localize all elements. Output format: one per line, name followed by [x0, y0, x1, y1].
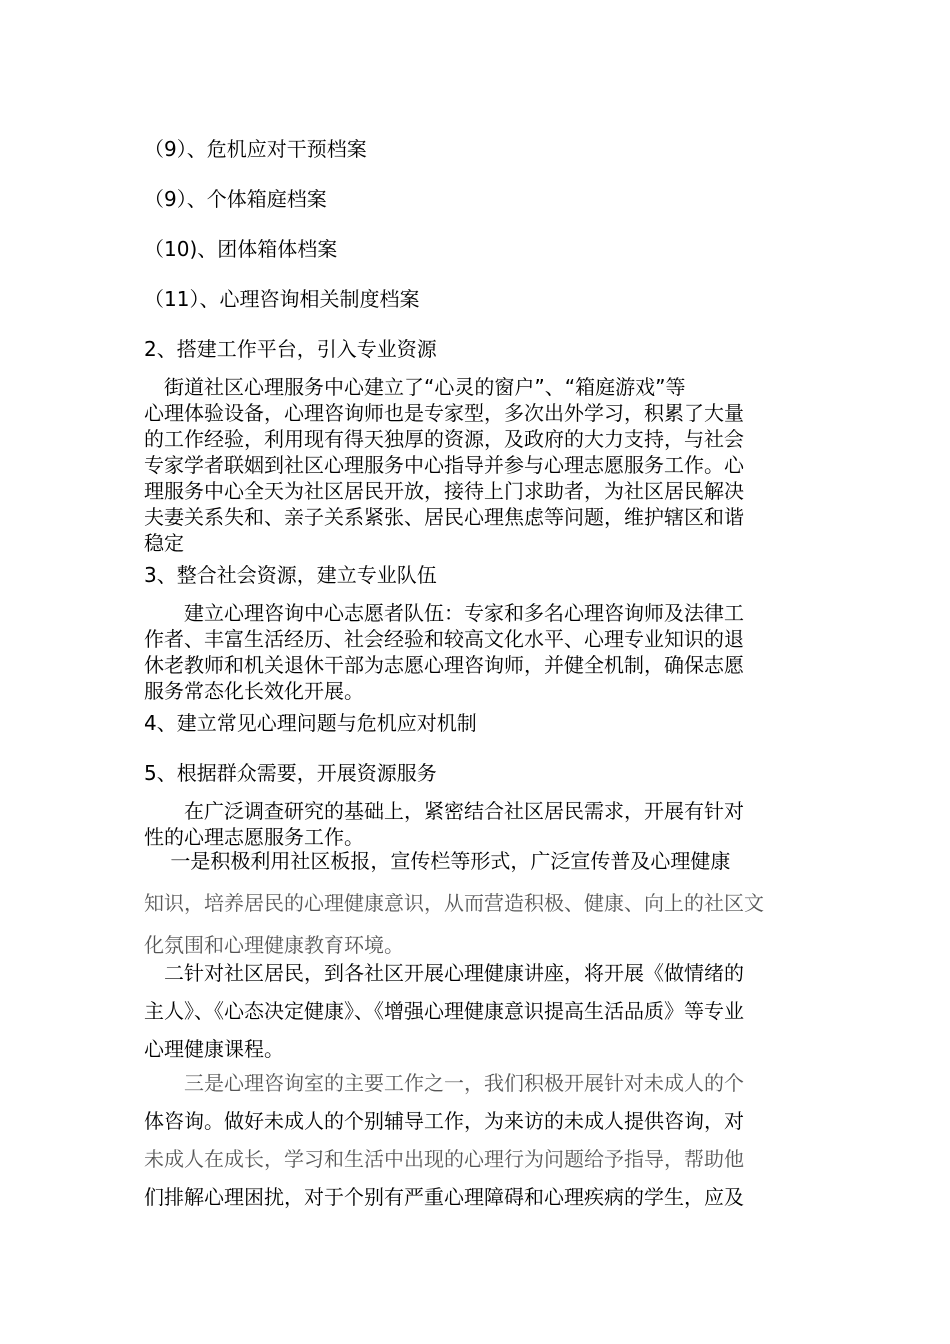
- paragraph-line: 心理健康课程。: [144, 1037, 284, 1061]
- section-heading-4: 4、建立常见心理问题与危机应对机制: [144, 711, 477, 735]
- paragraph-line: 的工作经验，利用现有得天独厚的资源，及政府的大力支持，与社会: [144, 427, 744, 451]
- archive-item-individual-sandplay: （9）、个体箱庭档案: [144, 187, 327, 211]
- archive-item-counseling-system: （11）、心理咨询相关制度档案: [144, 287, 420, 311]
- paragraph-line: 休老教师和机关退休干部为志愿心理咨询师，并健全机制，确保志愿: [144, 653, 744, 677]
- paragraph-line: 化氛围和心理健康教育环境。: [144, 933, 404, 957]
- archive-item-group-sandplay: （10)、团体箱体档案: [144, 237, 338, 261]
- paragraph-line: 作者、丰富生活经历、社会经验和较高文化水平、心理专业知识的退: [144, 627, 744, 651]
- paragraph-line: 理服务中心全天为社区居民开放，接待上门求助者，为社区居民解决: [144, 479, 744, 503]
- paragraph-line: 二针对社区居民，到各社区开展心理健康讲座，将开展《做情绪的: [144, 961, 744, 985]
- section-heading-5: 5、根据群众需要，开展资源服务: [144, 761, 437, 785]
- paragraph-line: 在广泛调查研究的基础上，紧密结合社区居民需求，开展有针对: [144, 799, 744, 823]
- paragraph-line: 知识，培养居民的心理健康意识，从而营造积极、健康、向上的社区文: [144, 891, 764, 915]
- section-heading-3: 3、整合社会资源，建立专业队伍: [144, 563, 437, 587]
- paragraph-line: 性的心理志愿服务工作。: [144, 825, 364, 849]
- section-heading-2: 2、搭建工作平台，引入专业资源: [144, 337, 437, 361]
- paragraph-line: 们排解心理困扰，对于个别有严重心理障碍和心理疾病的学生，应及: [144, 1185, 744, 1209]
- paragraph-line: 一是积极利用社区板报，宣传栏等形式，广泛宣传普及心理健康: [144, 849, 731, 873]
- paragraph-line: 体咨询。做好未成人的个别辅导工作，为来访的未成人提供咨询，对: [144, 1109, 744, 1133]
- paragraph-line: 三是心理咨询室的主要工作之一，我们积极开展针对未成人的个: [144, 1071, 744, 1095]
- paragraph-line: 心理体验设备，心理咨询师也是专家型，多次出外学习，积累了大量: [144, 401, 744, 425]
- paragraph-line: 建立心理咨询中心志愿者队伍：专家和多名心理咨询师及法律工: [144, 601, 744, 625]
- archive-item-crisis-intervention: （9）、危机应对干预档案: [144, 137, 367, 161]
- paragraph-line: 服务常态化长效化开展。: [144, 679, 364, 703]
- paragraph-line: 主人》、《心态决定健康》、《增强心理健康意识提高生活品质》等专业: [144, 999, 744, 1023]
- paragraph-line: 稳定: [144, 531, 184, 555]
- paragraph-line: 街道社区心理服务中心建立了“心灵的窗户”、“箱庭游戏”等: [144, 375, 686, 399]
- paragraph-line: 未成人在成长，学习和生活中出现的心理行为问题给予指导，帮助他: [144, 1147, 744, 1171]
- paragraph-line: 专家学者联姻到社区心理服务中心指导并参与心理志愿服务工作。心: [144, 453, 744, 477]
- paragraph-line: 夫妻关系失和、亲子关系紧张、居民心理焦虑等问题，维护辖区和谐: [144, 505, 744, 529]
